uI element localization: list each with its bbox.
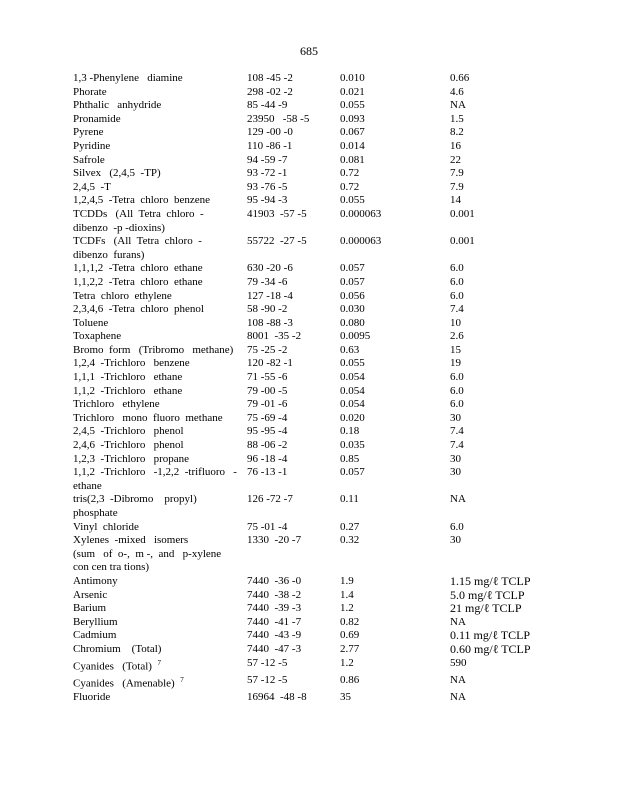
constituent-name: dibenzo furans) xyxy=(73,248,145,261)
cas-number: 120 -82 -1 xyxy=(247,357,293,370)
constituent-name: con cen tra tions) xyxy=(73,561,150,574)
constituent-name: TCDFs (All Tetra chloro - xyxy=(73,235,202,248)
cas-number: 93 -72 -1 xyxy=(247,167,288,180)
cas-number: 16964 -48 -8 xyxy=(247,691,307,704)
wastewater-standard: 0.72 xyxy=(340,167,360,180)
constituent-name: Trichloro mono fluoro methane xyxy=(73,411,223,424)
nonwastewater-standard: 6.0 xyxy=(450,289,464,302)
constituent-name: Pyridine xyxy=(73,139,111,152)
table-row xyxy=(73,425,593,439)
table-row xyxy=(73,113,593,127)
nonwastewater-standard: 2.6 xyxy=(450,330,464,343)
cas-number: 127 -18 -4 xyxy=(247,289,293,302)
table-row xyxy=(73,561,593,575)
cas-number xyxy=(247,249,340,263)
cas-number: 75 -25 -2 xyxy=(247,343,288,356)
nonwastewater-standard: 5.0 mg/ℓ TCLP xyxy=(450,587,525,602)
wastewater-standard xyxy=(340,222,450,236)
nonwastewater-standard: 1.15 mg/ℓ TCLP xyxy=(450,573,531,588)
wastewater-standard: 0.057 xyxy=(340,275,365,288)
cas-number: 76 -13 -1 xyxy=(247,466,288,479)
cas-number: 7440 -43 -9 xyxy=(247,629,302,642)
cas-number xyxy=(247,548,340,562)
constituent-name: Arsenic xyxy=(73,588,108,601)
constituent-name: 1,1,2 -Trichloro ethane xyxy=(73,384,183,397)
table-row xyxy=(73,344,593,358)
cas-number: 85 -44 -9 xyxy=(247,99,288,112)
wastewater-standard: 0.63 xyxy=(340,343,360,356)
cas-number: 1330 -20 -7 xyxy=(247,534,302,547)
table-row xyxy=(73,72,593,86)
cas-number: 96 -18 -4 xyxy=(247,452,288,465)
table-row xyxy=(73,181,593,195)
constituent-name: Cadmium xyxy=(73,629,117,642)
wastewater-standard: 2.77 xyxy=(340,642,360,655)
wastewater-standard: 0.055 xyxy=(340,357,365,370)
constituent-name: Pronamide xyxy=(73,112,121,125)
constituent-name: Pyrene xyxy=(73,126,104,139)
constituent-name: Trichloro ethylene xyxy=(73,398,160,411)
table-row xyxy=(73,629,593,643)
constituent-table xyxy=(73,72,593,705)
cas-number: 7440 -38 -2 xyxy=(247,588,302,601)
table-row xyxy=(73,194,593,208)
table-row xyxy=(73,167,593,181)
table-row xyxy=(73,208,593,222)
table-row xyxy=(73,602,593,616)
wastewater-standard: 0.86 xyxy=(340,673,360,686)
page-number: 685 xyxy=(300,44,318,58)
nonwastewater-standard: 8.2 xyxy=(450,126,464,139)
nonwastewater-standard: 10 xyxy=(450,316,461,329)
table-row xyxy=(73,385,593,399)
footnote-marker: 7 xyxy=(157,658,161,667)
wastewater-standard: 0.014 xyxy=(340,139,365,152)
wastewater-standard: 0.057 xyxy=(340,262,365,275)
cas-number: 108 -88 -3 xyxy=(247,316,293,329)
constituent-name: 1,2,4 -Trichloro benzene xyxy=(73,357,190,370)
constituent-name: (sum of o-, m -, and p-xylene xyxy=(73,547,222,560)
table-row xyxy=(73,507,593,521)
wastewater-standard: 0.035 xyxy=(340,439,365,452)
table-row xyxy=(73,126,593,140)
constituent-name: 1,1,2 -Trichloro -1,2,2 -trifluoro - xyxy=(73,466,237,479)
cas-number: 94 -59 -7 xyxy=(247,153,288,166)
wastewater-standard: 0.32 xyxy=(340,534,360,547)
table-row xyxy=(73,249,593,263)
table-row xyxy=(73,357,593,371)
constituent-name: 2,3,4,6 -Tetra chloro phenol xyxy=(73,303,204,316)
constituent-name: phosphate xyxy=(73,507,118,519)
nonwastewater-standard: 15 xyxy=(450,343,461,356)
cas-number: 95 -94 -3 xyxy=(247,194,288,207)
table-row xyxy=(73,643,593,657)
table-row xyxy=(73,412,593,426)
nonwastewater-standard: 7.4 xyxy=(450,303,464,316)
table-row xyxy=(73,140,593,154)
cas-number: 55722 -27 -5 xyxy=(247,235,307,248)
constituent-name: 1,1,1 -Trichloro ethane xyxy=(73,371,183,384)
cas-number: 8001 -35 -2 xyxy=(247,330,302,343)
nonwastewater-standard: 6.0 xyxy=(450,371,464,384)
constituent-name: Chromium (Total) xyxy=(73,642,162,655)
constituent-name: 1,2,4,5 -Tetra chloro benzene xyxy=(73,194,210,207)
cas-number: 79 -00 -5 xyxy=(247,384,288,397)
nonwastewater-standard: 30 xyxy=(450,466,461,479)
table-row xyxy=(73,303,593,317)
cas-number: 110 -86 -1 xyxy=(247,139,293,152)
constituent-name: Toxaphene xyxy=(73,330,122,343)
wastewater-standard: 0.054 xyxy=(340,398,365,411)
wastewater-standard: 0.010 xyxy=(340,72,365,84)
cas-number: 41903 -57 -5 xyxy=(247,207,307,220)
table-row xyxy=(73,548,593,562)
constituent-name: tris(2,3 -Dibromo propyl) xyxy=(73,493,197,506)
cas-number: 57 -12 -5 xyxy=(247,673,288,686)
table-row xyxy=(73,439,593,453)
cas-number xyxy=(247,507,340,521)
cas-number: 23950 -58 -5 xyxy=(247,112,310,125)
nonwastewater-standard: 30 xyxy=(450,411,461,424)
nonwastewater-standard: 7.9 xyxy=(450,167,464,180)
table-row xyxy=(73,330,593,344)
constituent-name: 2,4,6 -Trichloro phenol xyxy=(73,439,184,452)
nonwastewater-standard: 590 xyxy=(450,656,467,669)
table-row xyxy=(73,99,593,113)
table-row xyxy=(73,222,593,236)
cas-number: 57 -12 -5 xyxy=(247,656,288,669)
wastewater-standard: 0.093 xyxy=(340,112,365,125)
wastewater-standard: 0.69 xyxy=(340,629,360,642)
constituent-name: Safrole xyxy=(73,153,105,166)
nonwastewater-standard: 19 xyxy=(450,357,461,370)
constituent-name: Bromo form (Tribromo methane) xyxy=(73,343,234,356)
wastewater-standard: 0.030 xyxy=(340,303,365,316)
constituent-name: 1,1,1,2 -Tetra chloro ethane xyxy=(73,262,203,275)
wastewater-standard: 0.85 xyxy=(340,452,360,465)
nonwastewater-standard: 6.0 xyxy=(450,262,464,275)
nonwastewater-standard: 6.0 xyxy=(450,275,464,288)
wastewater-standard: 0.055 xyxy=(340,194,365,207)
constituent-name: 1,1,2,2 -Tetra chloro ethane xyxy=(73,275,203,288)
wastewater-standard xyxy=(340,561,450,575)
table-row xyxy=(73,276,593,290)
cas-number xyxy=(247,222,340,236)
cas-number: 7440 -47 -3 xyxy=(247,642,302,655)
nonwastewater-standard: 22 xyxy=(450,153,461,166)
cas-number: 108 -45 -2 xyxy=(247,72,293,84)
cas-number: 75 -69 -4 xyxy=(247,411,288,424)
nonwastewater-standard: NA xyxy=(450,615,466,628)
constituent-name: Phorate xyxy=(73,85,107,98)
table-row xyxy=(73,317,593,331)
table-row xyxy=(73,453,593,467)
cas-number: 93 -76 -5 xyxy=(247,180,288,193)
constituent-name: Phthalic anhydride xyxy=(73,99,162,112)
table-row xyxy=(73,575,593,589)
nonwastewater-standard: NA xyxy=(450,691,466,704)
wastewater-standard: 1.2 xyxy=(340,602,354,615)
wastewater-standard xyxy=(340,480,450,494)
wastewater-standard xyxy=(340,548,450,562)
nonwastewater-standard: NA xyxy=(450,99,466,112)
wastewater-standard xyxy=(340,507,450,521)
table-row xyxy=(73,262,593,276)
table-row xyxy=(73,466,593,480)
cas-number xyxy=(247,561,340,575)
wastewater-standard: 0.054 xyxy=(340,384,365,397)
nonwastewater-standard: 21 mg/ℓ TCLP xyxy=(450,601,522,616)
footnote-marker: 7 xyxy=(180,675,184,684)
constituent-name: Tetra chloro ethylene xyxy=(73,289,172,302)
wastewater-standard: 0.055 xyxy=(340,99,365,112)
table-row xyxy=(73,235,593,249)
wastewater-standard: 0.000063 xyxy=(340,207,382,220)
constituent-name: Fluoride xyxy=(73,691,111,704)
constituent-name: Xylenes -mixed isomers xyxy=(73,534,189,547)
table-row xyxy=(73,86,593,100)
wastewater-standard: 35 xyxy=(340,691,351,704)
nonwastewater-standard: 0.001 xyxy=(450,207,475,220)
cas-number: 75 -01 -4 xyxy=(247,520,288,533)
table-row xyxy=(73,154,593,168)
constituent-name: Cyanides (Total) $^7$ xyxy=(73,658,161,673)
constituent-name: Silvex (2,4,5 -TP) xyxy=(73,167,161,180)
cas-number: 71 -55 -6 xyxy=(247,371,288,384)
table-row xyxy=(73,398,593,412)
nonwastewater-standard: NA xyxy=(450,673,466,686)
wastewater-standard: 0.056 xyxy=(340,289,365,302)
nonwastewater-standard: 6.0 xyxy=(450,384,464,397)
wastewater-standard: 0.054 xyxy=(340,371,365,384)
cas-number: 298 -02 -2 xyxy=(247,85,293,98)
constituent-name: ethane xyxy=(73,479,102,492)
table-row xyxy=(73,657,593,674)
cas-number: 58 -90 -2 xyxy=(247,303,288,316)
table-row xyxy=(73,534,593,548)
wastewater-standard: 0.080 xyxy=(340,316,365,329)
nonwastewater-standard: 14 xyxy=(450,194,461,207)
constituent-name: 1,3 -Phenylene diamine xyxy=(73,72,183,84)
wastewater-standard: 1.2 xyxy=(340,656,354,669)
wastewater-standard: 0.020 xyxy=(340,411,365,424)
wastewater-standard: 1.4 xyxy=(340,588,354,601)
nonwastewater-standard: 1.5 xyxy=(450,112,464,125)
constituent-name: dibenzo -p -dioxins) xyxy=(73,221,165,234)
table-row xyxy=(73,674,593,691)
nonwastewater-standard: 7.4 xyxy=(450,425,464,438)
nonwastewater-standard: 0.66 xyxy=(450,72,470,84)
cas-number: 129 -00 -0 xyxy=(247,126,293,139)
nonwastewater-standard: 6.0 xyxy=(450,520,464,533)
constituent-name: Vinyl chloride xyxy=(73,520,139,533)
nonwastewater-standard: NA xyxy=(450,493,466,506)
nonwastewater-standard: 30 xyxy=(450,534,461,547)
nonwastewater-standard: 4.6 xyxy=(450,85,464,98)
nonwastewater-standard: 6.0 xyxy=(450,398,464,411)
table-row xyxy=(73,521,593,535)
nonwastewater-standard: 7.4 xyxy=(450,439,464,452)
wastewater-standard xyxy=(340,249,450,263)
wastewater-standard: 0.18 xyxy=(340,425,360,438)
cas-number: 7440 -39 -3 xyxy=(247,602,302,615)
cas-number: 88 -06 -2 xyxy=(247,439,288,452)
cas-number: 79 -01 -6 xyxy=(247,398,288,411)
cas-number: 79 -34 -6 xyxy=(247,275,288,288)
wastewater-standard: 0.82 xyxy=(340,615,360,628)
constituent-name: TCDDs (All Tetra chloro - xyxy=(73,207,204,220)
table-row xyxy=(73,480,593,494)
constituent-name: 1,2,3 -Trichloro propane xyxy=(73,452,189,465)
table-row xyxy=(73,371,593,385)
wastewater-standard: 0.11 xyxy=(340,493,359,506)
cas-number: 126 -72 -7 xyxy=(247,493,293,506)
cas-number: 95 -95 -4 xyxy=(247,425,288,438)
wastewater-standard: 0.72 xyxy=(340,180,360,193)
wastewater-standard: 1.9 xyxy=(340,574,354,587)
constituent-name: Cyanides (Amenable) $^7$ xyxy=(73,675,184,690)
cas-number: 7440 -41 -7 xyxy=(247,615,302,628)
nonwastewater-standard: 7.9 xyxy=(450,180,464,193)
nonwastewater-standard: 0.60 mg/ℓ TCLP xyxy=(450,641,531,656)
constituent-name: Toluene xyxy=(73,316,109,329)
table-row xyxy=(73,691,593,705)
table-row xyxy=(73,493,593,507)
table-row xyxy=(73,616,593,630)
wastewater-standard: 0.057 xyxy=(340,466,365,479)
constituent-name: 2,4,5 -Trichloro phenol xyxy=(73,425,184,438)
nonwastewater-standard: 30 xyxy=(450,452,461,465)
table-row xyxy=(73,290,593,304)
wastewater-standard: 0.067 xyxy=(340,126,365,139)
table-row xyxy=(73,589,593,603)
cas-number xyxy=(247,480,340,494)
constituent-name: 2,4,5 -T xyxy=(73,180,111,193)
constituent-name: Antimony xyxy=(73,574,118,587)
wastewater-standard: 0.0095 xyxy=(340,330,371,343)
cas-number: 7440 -36 -0 xyxy=(247,574,302,587)
wastewater-standard: 0.000063 xyxy=(340,235,382,248)
wastewater-standard: 0.021 xyxy=(340,85,365,98)
nonwastewater-standard: 0.001 xyxy=(450,235,475,248)
constituent-name: Barium xyxy=(73,602,106,615)
nonwastewater-standard: 0.11 mg/ℓ TCLP xyxy=(450,628,531,643)
wastewater-standard: 0.081 xyxy=(340,153,365,166)
nonwastewater-standard: 16 xyxy=(450,139,461,152)
constituent-name: Beryllium xyxy=(73,615,118,628)
cas-number: 630 -20 -6 xyxy=(247,262,293,275)
wastewater-standard: 0.27 xyxy=(340,520,360,533)
